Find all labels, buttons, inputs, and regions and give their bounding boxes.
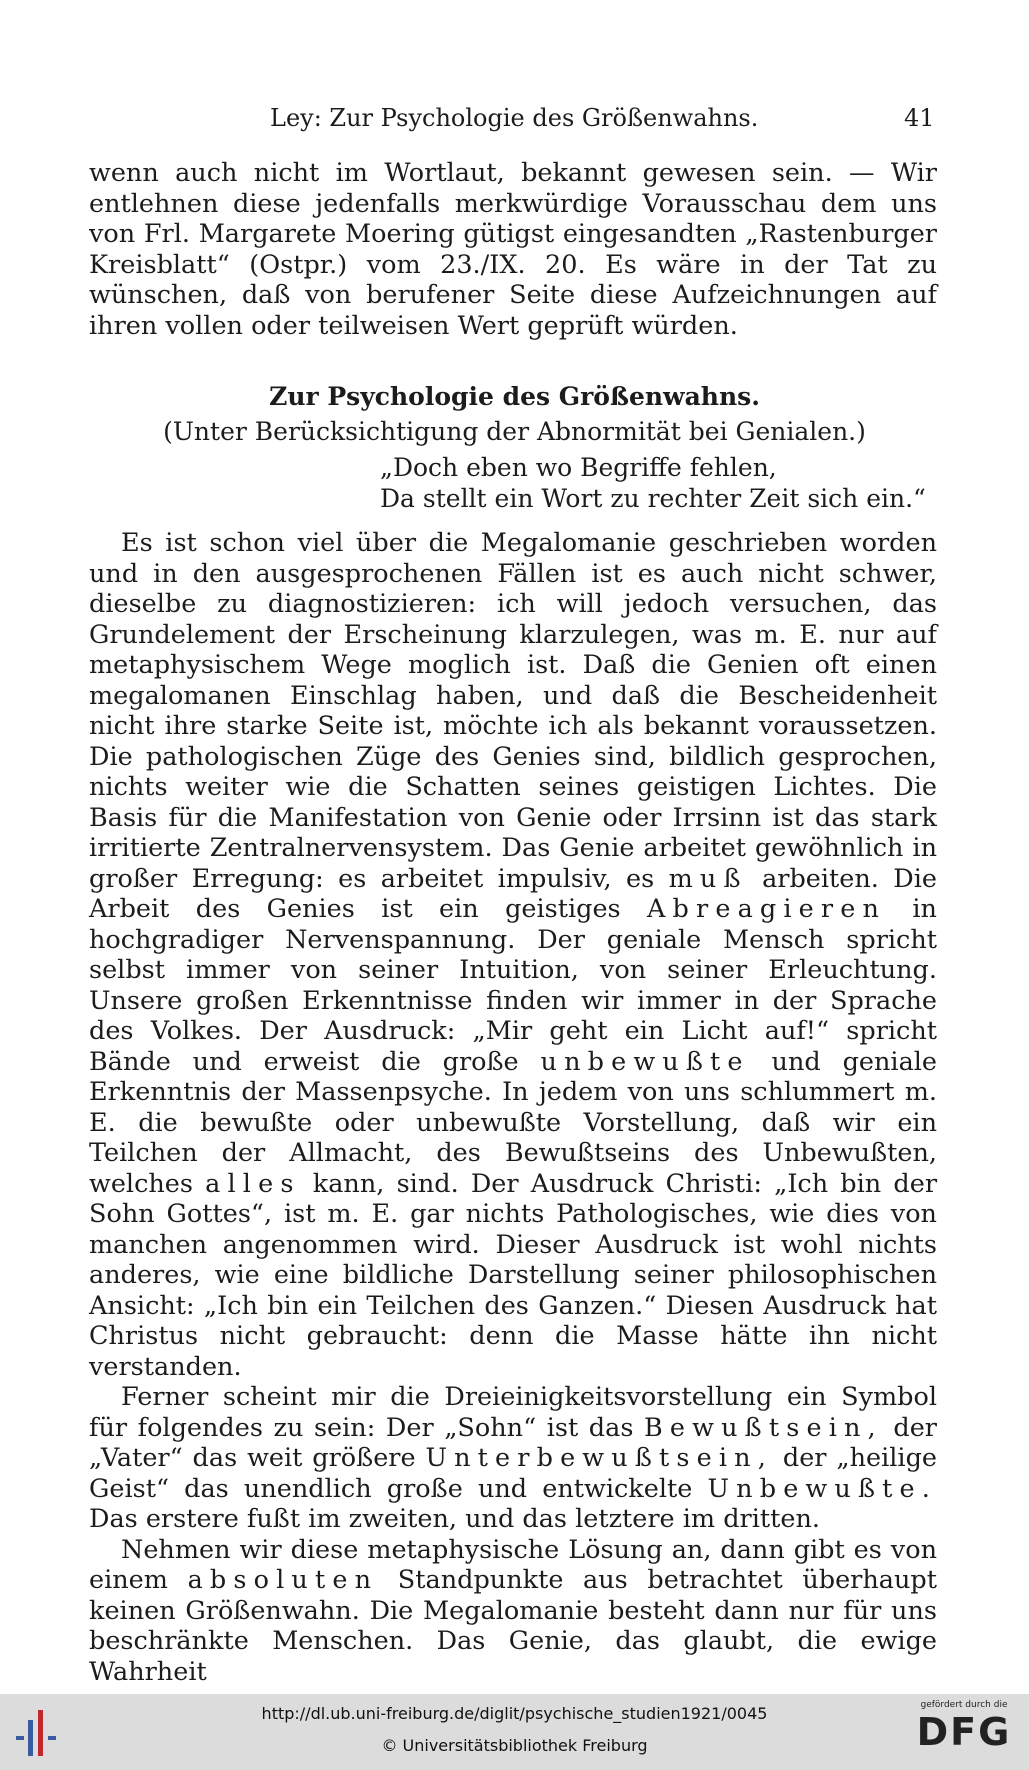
source-url-link[interactable]: http://dl.ub.uni-freiburg.de/diglit/psychische_studien1921/0045 — [261, 1704, 768, 1723]
motto-line-2: Da stellt ein Wort zu rechter Zeit sich ein.“ — [380, 484, 926, 513]
p3-text-a: Nehmen wir diese metaphysische Lösung an, dann gibt es von einem — [89, 1534, 937, 1595]
p1-emphasis-1: muß — [668, 863, 748, 894]
p1-emphasis-4: alles — [205, 1168, 301, 1199]
paragraph-3 — [89, 1535, 937, 1688]
p1-text-c: in hochgradiger Nervenspannung. Der geniale Mensch spricht selbst immer von seiner Intuition, von seiner Erleuchtung. Unsere großen Erkenntnisse finden wir immer in der Sprache des Volkes. Der Ausdruck: „Mir geht ein Licht auf!“ spricht Bände und erweist die große — [89, 894, 937, 1077]
p2-emphasis-2: Unterbewußtsein, — [425, 1443, 773, 1473]
p3-text-b: Standpunkte aus betrachtet überhaupt keinen Größenwahn. Die Megalomanie besteht dann nur für uns beschränkte Menschen. Das Genie, das glaubt, die ewige Wahrheit — [89, 1565, 937, 1687]
p1-emphasis-2: Abreagieren — [647, 894, 887, 924]
dfg-wordmark: DFG — [916, 1710, 1012, 1754]
motto-line-1: „Doch eben wo Begriffe fehlen, — [380, 453, 777, 482]
p2-text-a: Ferner scheint mir die Dreieinigkeitsvorstellung ein Symbol für folgendes zu sein: Der „Sohn“ ist das — [89, 1382, 937, 1443]
motto-quote — [380, 452, 940, 514]
article-subtitle: (Unter Berücksichtigung der Abnormität bei Genialen.) — [163, 417, 866, 446]
running-title: Ley: Zur Psychologie des Größenwahns. — [270, 104, 759, 132]
p1-text-d: und geniale Erkenntnis der Massenpsyche. In jedem von uns schlummert m. E. die bewußte oder unbewußte Vorstellung, daß wir ein Teilchen der Allmacht, des Bewußtseins des Unbewußten, welches — [89, 1046, 938, 1199]
paragraph-2 — [89, 1382, 937, 1535]
p1-text-e: kann, sind. Der Ausdruck Christi: „Ich bin der Sohn Gottes“, ist m. E. gar nichts Pathologisches, wie dies von manchen angenommen wird. Dieser Ausdruck ist wohl nichts anderes, wie eine bildliche Darstellung seiner philosophischen Ansicht: „Ich bin ein Teilchen des Ganzen.“ Diesen Ausdruck hat Christus nicht gebraucht: denn die Masse hätte ihn nicht verstanden. — [89, 1168, 938, 1382]
paragraph-1 — [89, 528, 937, 1382]
p2-text-d: Das erstere fußt im zweiten, und das letztere im dritten. — [89, 1504, 820, 1534]
article-body — [89, 528, 937, 1687]
viewer-footer — [0, 1694, 1029, 1770]
p2-text-b: der „Vater“ das weit größere — [89, 1412, 937, 1473]
intro-paragraph: wenn auch nicht im Wortlaut, bekannt gewesen sein. — Wir entlehnen diese jedenfalls merkwürdige Vorausschau dem uns von Frl. Margarete Moering gütigst eingesandten „Rastenburger Kreisblatt“ (Ostpr.) vom 23./IX. 20. Es wäre in der Tat zu wünschen, daß von berufener Seite diese Aufzeichnungen auf ihren vollen oder teilweisen Wert geprüft würden. — [89, 158, 937, 341]
p2-emphasis-3: Unbewußte. — [707, 1473, 937, 1504]
p2-emphasis-1: Bewußtsein, — [644, 1412, 883, 1443]
copyright-notice: © Universitätsbibliothek Freiburg — [381, 1736, 648, 1755]
dfg-logo — [909, 1700, 1019, 1764]
p1-emphasis-3: unbewußte — [540, 1046, 750, 1077]
p2-text-c: der „heilige Geist“ das unendlich große und entwickelte — [89, 1443, 937, 1504]
page-number: 41 — [904, 104, 935, 132]
intro-paragraph-block — [89, 158, 937, 341]
p3-emphasis-1: absoluten — [187, 1565, 379, 1595]
p1-text-b: arbeiten. Die Arbeit des Genies ist ein geistiges — [89, 863, 937, 924]
page-header — [0, 104, 1029, 144]
dfg-tagline: gefördert durch die — [920, 1700, 1008, 1710]
article-title: Zur Psychologie des Größenwahns. — [269, 382, 760, 411]
p1-text-a: Es ist schon viel über die Megalomanie geschrieben worden und in den ausgesprochenen Fällen ist es auch nicht schwer, dieselbe zu diagnostizieren: ich will jedoch versuchen, das Grundelement der Erscheinung klarzulegen, was m. E. nur auf metaphysischem Wege moglich ist. Daß die Genien oft einen megalomanen Einschlag haben, und daß die Bescheidenheit nicht ihre starke Seite ist, möchte ich als bekannt voraussetzen. Die pathologischen Züge des Genies sind, bildlich gesprochen, nichts weiter wie die Schatten seines geistigen Lichtes. Die Basis für die Manifestation von Genie oder Irrsinn ist das stark irritierte Zentralnervensystem. Das Genie arbeitet gewöhnlich in großer Erregung: es arbeitet impulsiv, es — [89, 528, 937, 894]
